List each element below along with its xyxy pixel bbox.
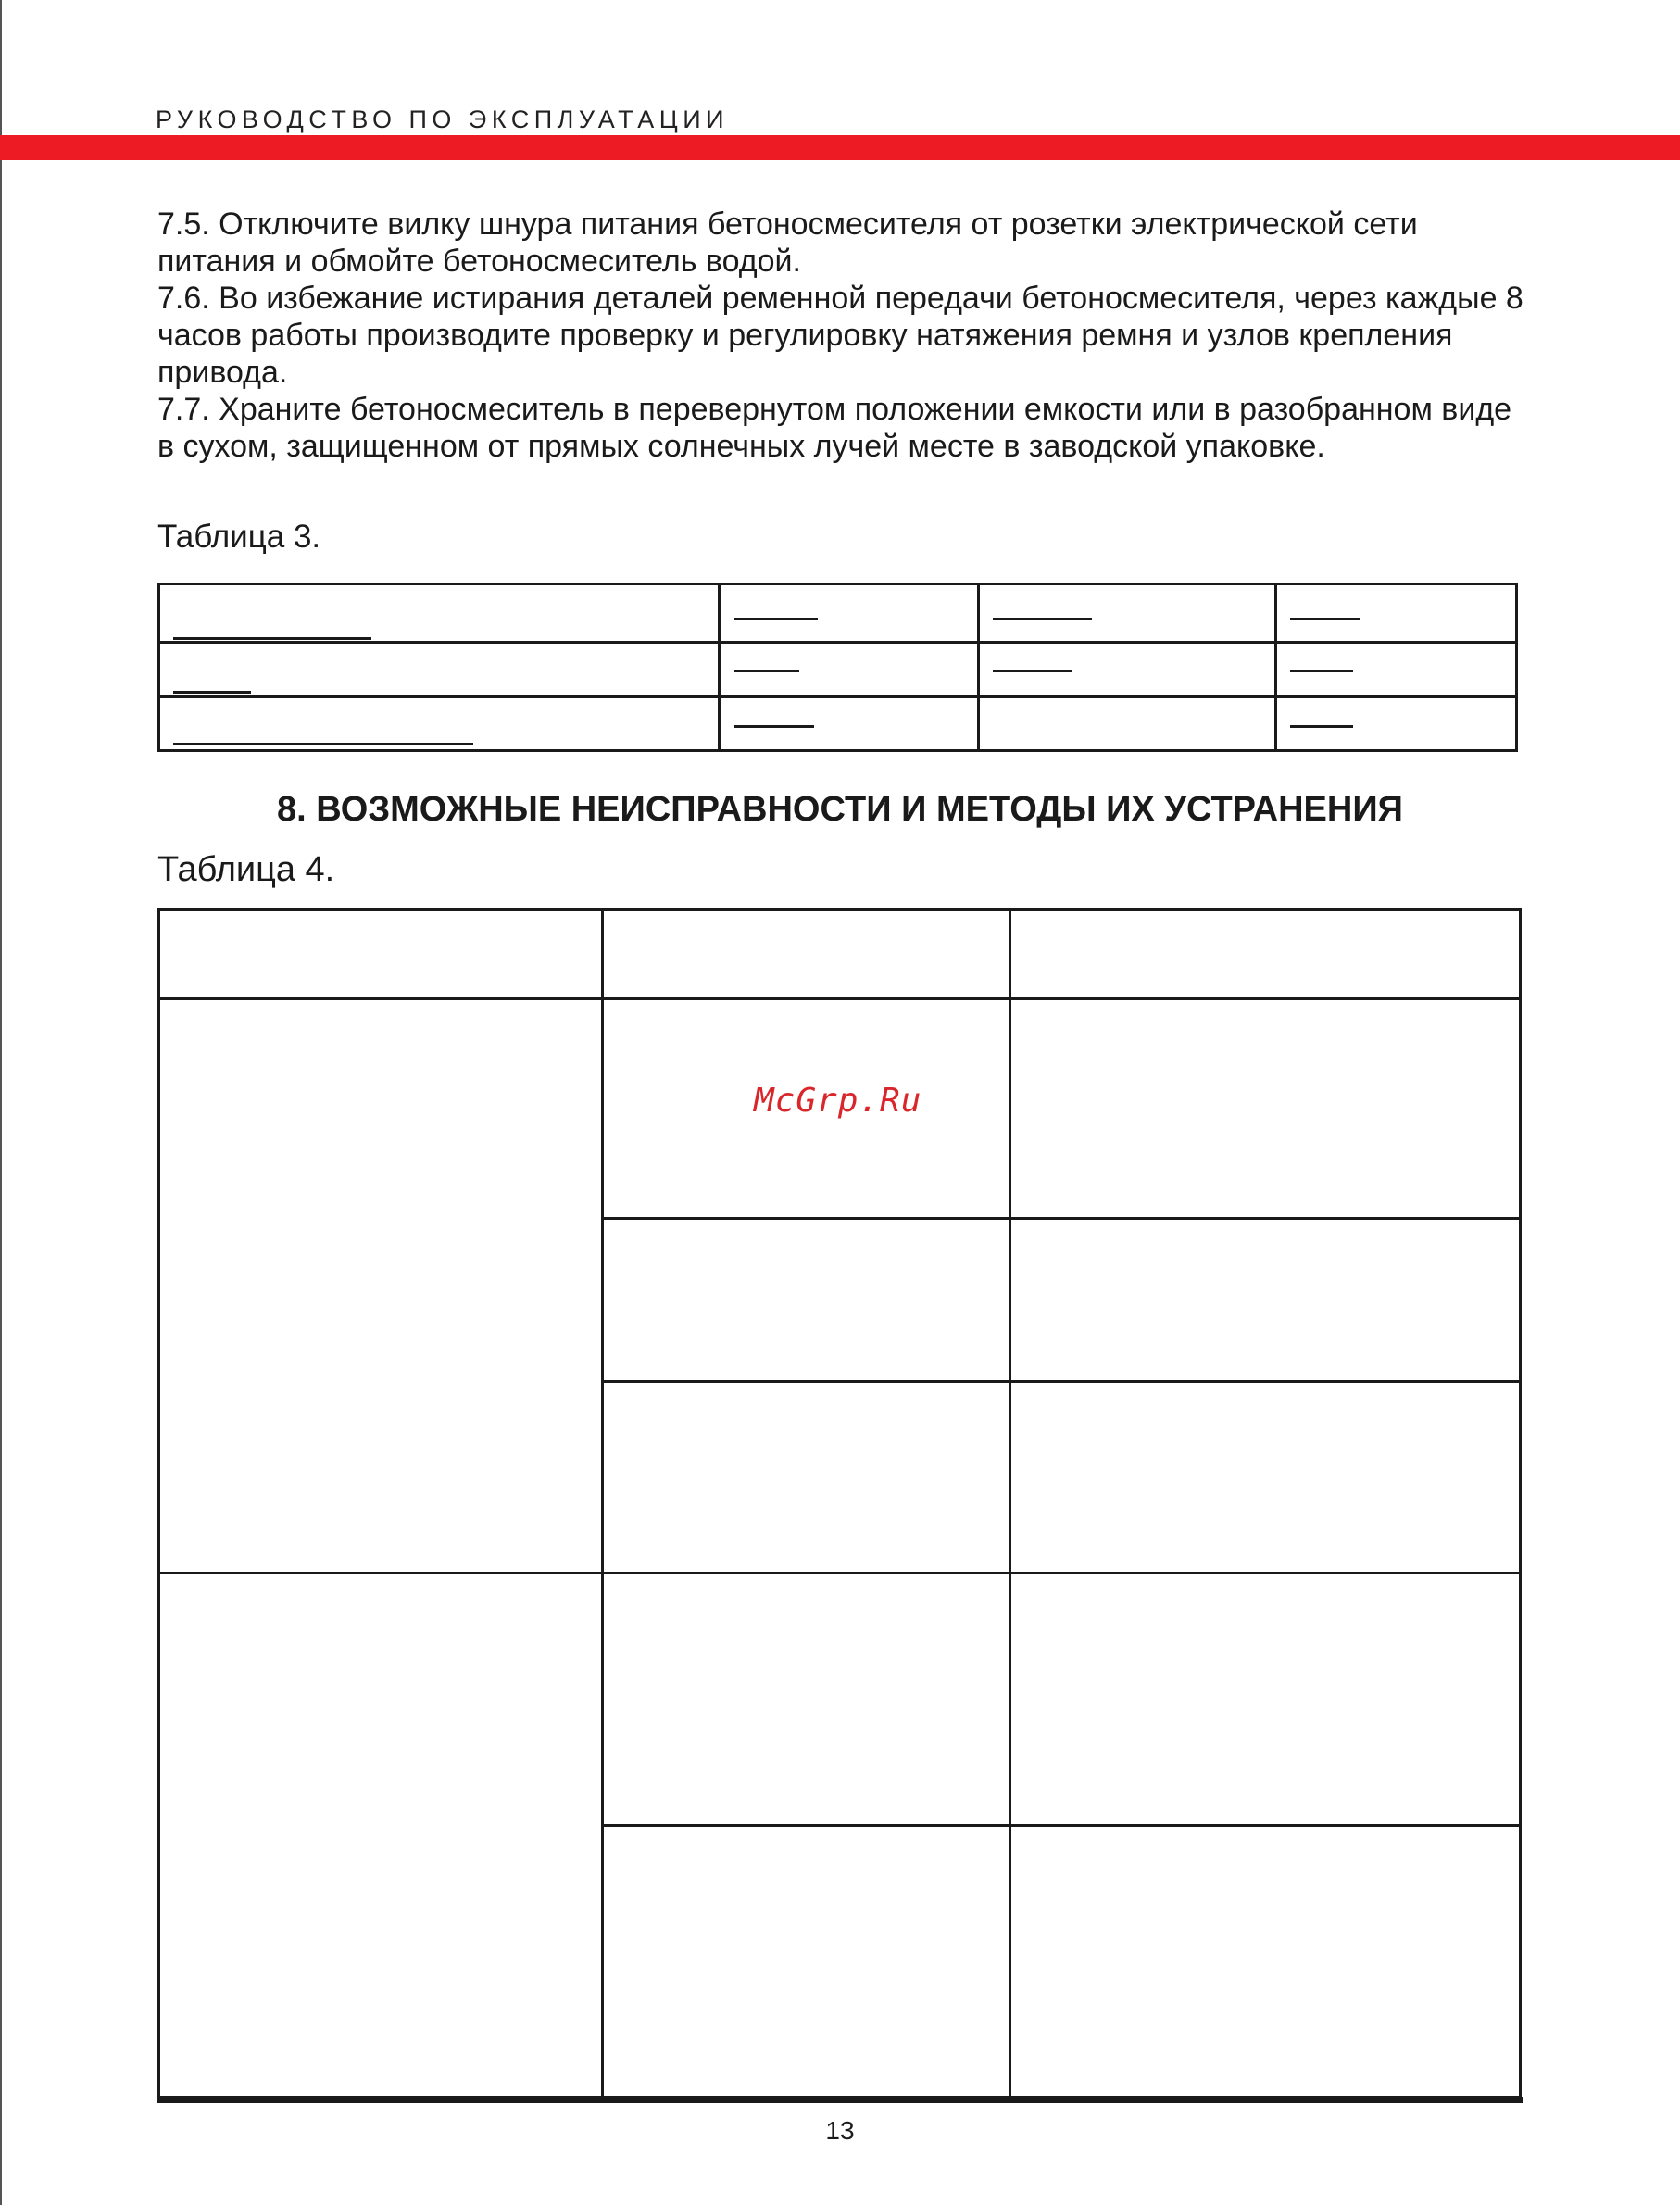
table4-subrow-divider bbox=[601, 1380, 1519, 1383]
table4-col-divider bbox=[1009, 911, 1011, 2096]
table3-cell-mark bbox=[993, 618, 1092, 620]
table4-row-divider bbox=[160, 1572, 1519, 1574]
watermark-logo: McGrp.Ru bbox=[754, 1082, 922, 1120]
table3-cell-mark bbox=[1290, 725, 1353, 728]
table4-subrow-divider bbox=[601, 1824, 1519, 1827]
section-8-title: 8. ВОЗМОЖНЫЕ НЕИСПРАВНОСТИ И МЕТОДЫ ИХ УСТРАНЕНИЯ bbox=[277, 790, 1403, 829]
header-title: РУКОВОДСТВО ПО ЭКСПЛУАТАЦИИ bbox=[156, 106, 730, 133]
table3-row-divider bbox=[160, 641, 1515, 644]
footer-rule bbox=[157, 2097, 1523, 2103]
page-left-edge bbox=[0, 0, 2, 2205]
table3-row-divider bbox=[160, 695, 1515, 698]
maintenance-paragraphs bbox=[157, 206, 1528, 465]
table3-cell-mark bbox=[173, 691, 251, 694]
table3-cell-mark bbox=[1290, 618, 1360, 620]
paragraph-7-7: 7.7. Храните бетоносмеситель в перевернутом положении емкости или в разобранном виде в сухом, защищенном от прямых солнечных лучей месте в заводской упаковке. bbox=[157, 392, 1512, 464]
table3-cell-mark bbox=[993, 670, 1072, 672]
table3-caption: Таблица 3. bbox=[157, 519, 321, 555]
table-3 bbox=[157, 583, 1518, 752]
table3-cell-mark bbox=[734, 725, 814, 728]
paragraph-7-6: 7.6. Во избежание истирания деталей ременной передачи бетоносмесителя, через каждые 8 часов работы производите проверку и регулировку натяжения ремня и узлов крепления привода. bbox=[157, 281, 1523, 390]
table3-cell-mark bbox=[173, 743, 473, 745]
table3-col-divider bbox=[718, 585, 721, 749]
table3-cell-mark bbox=[734, 618, 818, 620]
table3-cell-mark bbox=[734, 670, 799, 672]
table4-subrow-divider bbox=[601, 1217, 1519, 1220]
table3-col-divider bbox=[977, 585, 980, 749]
table4-row-divider bbox=[160, 997, 1519, 1000]
page-number: 13 bbox=[825, 2116, 855, 2145]
table3-col-divider bbox=[1274, 585, 1277, 749]
header-red-band bbox=[0, 135, 1680, 160]
table4-caption: Таблица 4. bbox=[157, 850, 335, 889]
table3-cell-mark bbox=[1290, 670, 1353, 672]
table4-col-divider bbox=[601, 911, 604, 2096]
paragraph-7-5: 7.5. Отключите вилку шнура питания бетоносмесителя от розетки электрической сети питания и обмойте бетоносмеситель водой. bbox=[157, 207, 1418, 279]
table3-cell-mark bbox=[173, 637, 371, 640]
